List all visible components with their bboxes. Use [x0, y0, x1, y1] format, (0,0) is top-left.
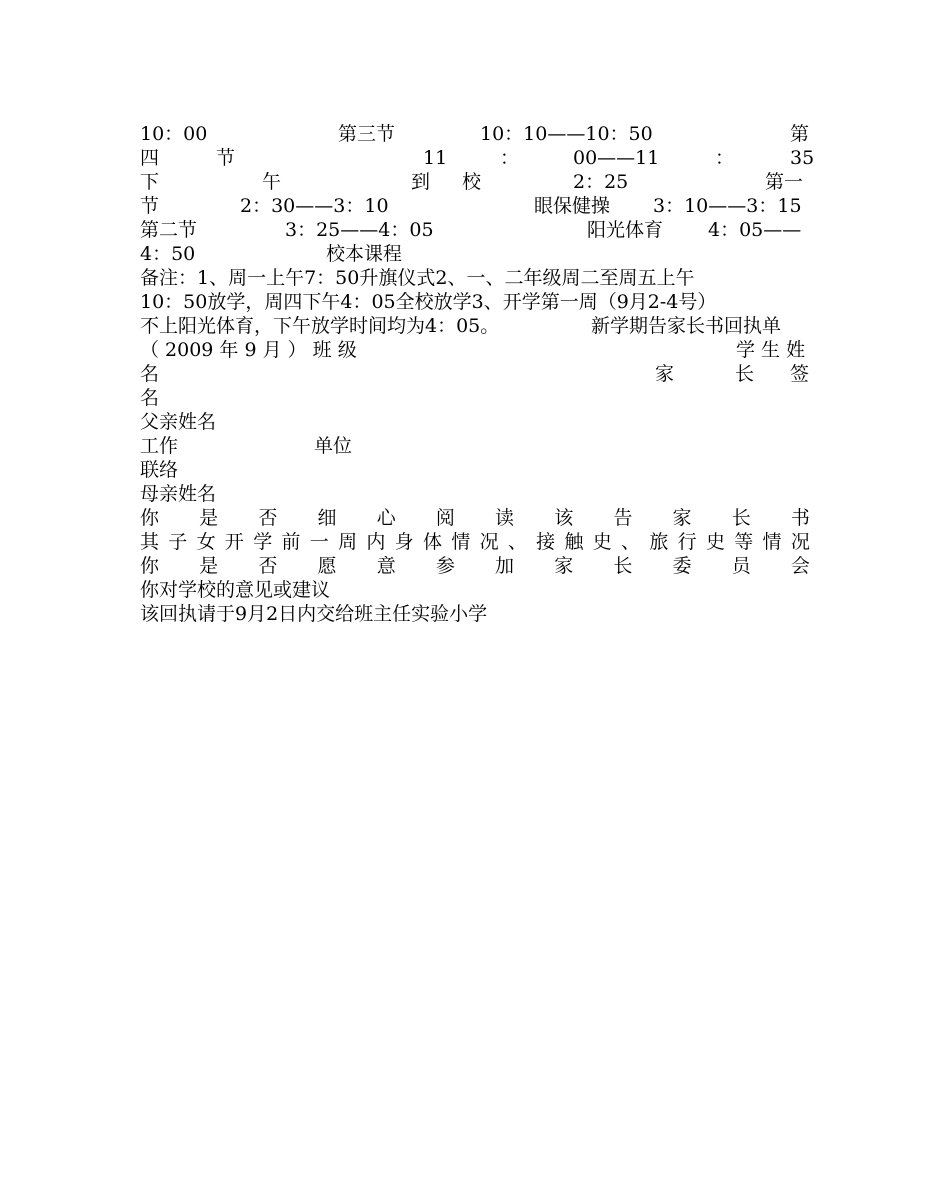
text-segment: 2：30——3：10 [240, 195, 389, 217]
text-segment: 参 [435, 555, 455, 577]
receipt-line-work [140, 434, 810, 458]
text-segment: 下 [140, 171, 160, 193]
text-segment: 况 [790, 531, 810, 553]
text-segment: 意 [376, 555, 396, 577]
text-segment: 周 [338, 531, 358, 553]
text-segment: 、 [507, 531, 527, 553]
text-segment: （ 2009 年 9 月 ） 班 级 [140, 339, 357, 361]
receipt-line-committee [140, 554, 810, 578]
receipt-line-class [140, 338, 810, 362]
text-segment: 家 [554, 555, 574, 577]
text-segment: 第二节 [140, 219, 198, 241]
text-segment: 员 [731, 555, 751, 577]
text-segment: 母亲姓名 [140, 483, 217, 505]
text-segment: 该回执请于9月2日内交给班主任实验小学 [140, 603, 488, 625]
text-segment: 学 [253, 531, 273, 553]
text-segment: ： [500, 147, 520, 169]
schedule-line-2 [140, 146, 815, 170]
text-segment: 史 [592, 531, 612, 553]
text-segment: 、 [621, 531, 641, 553]
text-segment: 节 [216, 147, 236, 169]
text-segment: 3：10——3：15 [653, 195, 802, 217]
text-segment: 家 [655, 363, 675, 385]
text-segment: 子 [168, 531, 188, 553]
text-segment: 35 [790, 147, 815, 169]
text-segment: 委 [672, 555, 692, 577]
text-segment: 不上阳光体育，下午放学时间均为4：05。 [140, 315, 500, 337]
text-segment: 家 [672, 507, 692, 529]
text-segment: 眼保健操 [534, 195, 611, 217]
text-segment: 备注：1、周一上午7：50升旗仪式2、一、二年级周二至周五上午 [140, 267, 695, 289]
text-segment: 单位 [314, 435, 353, 457]
text-segment: 4：50 [140, 243, 196, 265]
text-segment: 女 [196, 531, 216, 553]
document-body [140, 122, 815, 626]
text-segment: 告 [613, 507, 633, 529]
text-segment: 3：25——4：05 [285, 219, 434, 241]
text-segment: 身 [394, 531, 414, 553]
text-segment: 四 [140, 147, 160, 169]
schedule-line-6 [140, 242, 810, 266]
text-segment: 11 [423, 147, 448, 169]
text-segment: 节 [140, 195, 160, 217]
text-segment: 等 [734, 531, 754, 553]
text-segment: 史 [705, 531, 725, 553]
text-segment: 是 [199, 507, 219, 529]
text-segment: 10：50放学，周四下午4：05全校放学3、开学第一周（9月2-4号） [140, 291, 717, 313]
receipt-title: 新学期告家长书回执单 [591, 315, 782, 337]
text-segment: 情 [762, 531, 782, 553]
text-segment: ： [715, 147, 735, 169]
text-segment: 前 [281, 531, 301, 553]
text-segment: 4：05—— [708, 219, 802, 241]
text-segment: 联络 [140, 459, 179, 481]
text-segment: 第三节 [338, 123, 396, 145]
text-segment: 一 [309, 531, 329, 553]
text-segment: 阳光体育 [587, 219, 664, 241]
text-segment: 工作 [140, 435, 179, 457]
text-segment: 名 [140, 387, 160, 409]
text-segment: 长 [735, 363, 755, 385]
schedule-line-4 [140, 194, 810, 218]
receipt-line-footer [140, 602, 810, 626]
note-line-2 [140, 290, 810, 314]
text-segment: 情 [451, 531, 471, 553]
text-segment: 到 [411, 171, 431, 193]
text-segment: 10：10——10：50 [480, 123, 653, 145]
text-segment: 书 [790, 507, 810, 529]
note-line-3 [140, 314, 810, 338]
schedule-line-3 [140, 170, 810, 194]
text-segment: 你对学校的意见或建议 [140, 579, 331, 601]
text-segment: 接 [536, 531, 556, 553]
text-segment: 第一 [765, 171, 804, 193]
text-segment: 你 [140, 555, 160, 577]
text-segment: 愿 [317, 555, 337, 577]
text-segment: 2：25 [573, 171, 629, 193]
text-segment: 校本课程 [326, 243, 403, 265]
text-segment: 触 [564, 531, 584, 553]
text-segment: 其 [140, 531, 160, 553]
receipt-line-father [140, 410, 810, 434]
text-segment: 否 [258, 507, 278, 529]
text-segment: 你 [140, 507, 160, 529]
receipt-line-suggestions [140, 578, 810, 602]
text-segment: 是 [199, 555, 219, 577]
text-segment: 细 [317, 507, 337, 529]
text-segment: 读 [495, 507, 515, 529]
schedule-line-5 [140, 218, 810, 242]
text-segment: 父亲姓名 [140, 411, 217, 433]
receipt-line-health [140, 530, 810, 554]
text-segment: 10：00 [140, 123, 208, 145]
receipt-line-names [140, 362, 810, 386]
text-segment: 加 [495, 555, 515, 577]
text-segment: 第 [790, 123, 810, 145]
text-segment: 行 [677, 531, 697, 553]
receipt-line-contact [140, 458, 810, 482]
text-segment: 学 生 姓 [736, 339, 806, 361]
receipt-line-mother [140, 482, 810, 506]
receipt-line-sign [140, 386, 810, 410]
text-segment: 旅 [649, 531, 669, 553]
text-segment: 开 [224, 531, 244, 553]
text-segment: 否 [258, 555, 278, 577]
receipt-line-read [140, 506, 810, 530]
text-segment: 会 [790, 555, 810, 577]
text-segment: 午 [262, 171, 282, 193]
text-segment: 心 [376, 507, 396, 529]
text-segment: 签 [790, 363, 810, 385]
text-segment: 况 [479, 531, 499, 553]
text-segment: 该 [554, 507, 574, 529]
text-segment: 长 [613, 555, 633, 577]
text-segment: 名 [140, 363, 160, 385]
text-segment: 00——11 [573, 147, 660, 169]
text-segment: 长 [731, 507, 751, 529]
text-segment: 阅 [435, 507, 455, 529]
text-segment: 内 [366, 531, 386, 553]
text-segment: 体 [422, 531, 442, 553]
note-line-1 [140, 266, 810, 290]
schedule-line-1 [140, 122, 810, 146]
text-segment: 校 [462, 171, 482, 193]
